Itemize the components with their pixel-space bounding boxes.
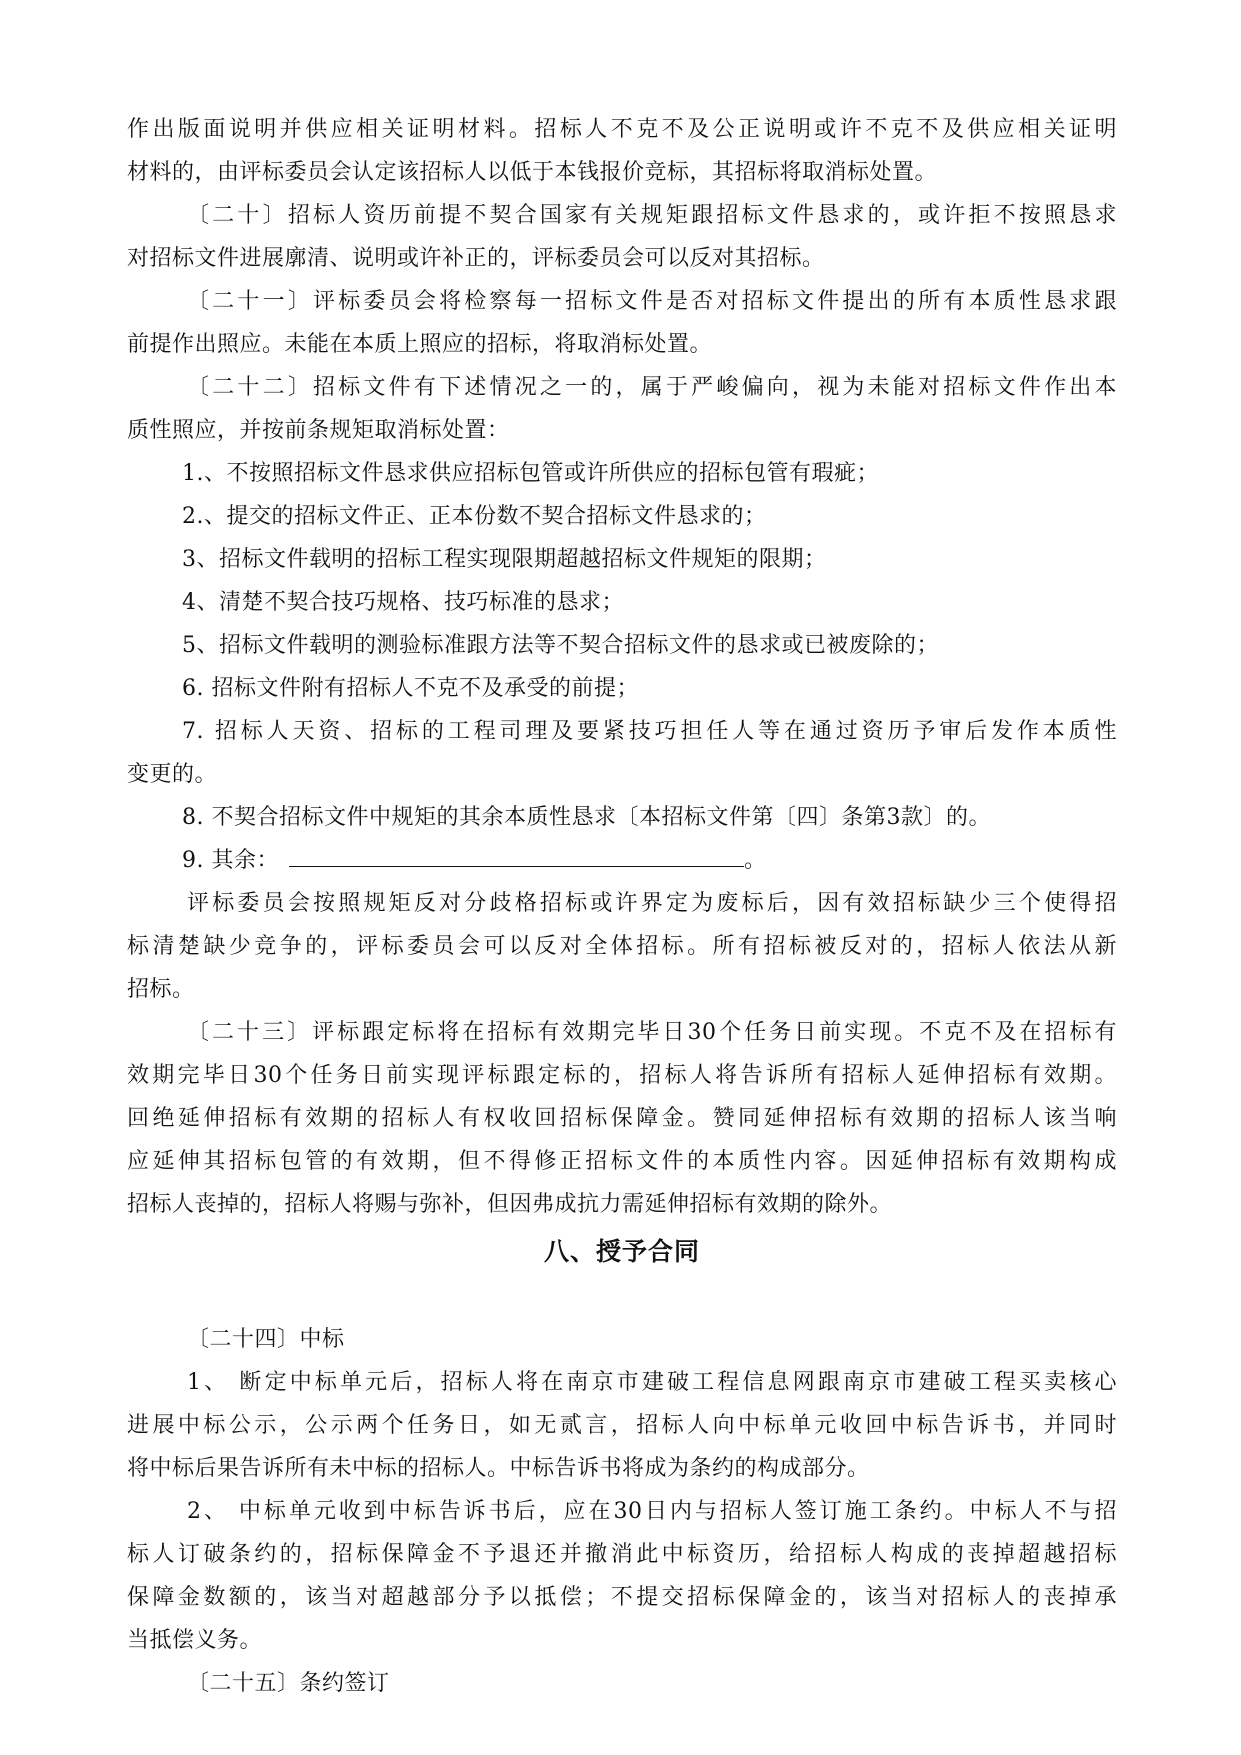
text-line: 作出版面说明并供应相关证明材料。招标人不克不及公正说明或许不克不及供应相关证明 xyxy=(127,117,1117,142)
text-line: 质性照应，并按前条规矩取消标处置： xyxy=(127,418,510,443)
text-line: 效期完毕日30个任务日前实现评标跟定标的，招标人将告诉所有招标人延伸招标有效期。 xyxy=(127,1063,1117,1088)
list-item: 3、招标文件载明的招标工程实现限期超越招标文件规矩的限期； xyxy=(182,547,827,572)
list-item-label: 9. 其余： xyxy=(182,848,279,873)
text-line: 2、 中标单元收到中标告诉书后，应在30日内与招标人签订施工条约。中标人不与招 xyxy=(187,1499,1117,1524)
text-line: 材料的，由评标委员会认定该招标人以低于本钱报价竞标，其招标将取消标处置。 xyxy=(127,160,938,185)
list-item: 2.、提交的招标文件正、正本份数不契合招标文件恳求的； xyxy=(182,504,767,529)
text-line: 〔二十四〕中标 xyxy=(187,1327,345,1352)
text-line: 进展中标公示，公示两个任务日，如无贰言，招标人向中标单元收回中标告诉书，并同时 xyxy=(127,1413,1117,1438)
text-line: 1、 断定中标单元后，招标人将在南京市建破工程信息网跟南京市建破工程买卖核心 xyxy=(187,1370,1117,1395)
text-line: 标人订破条约的，招标保障金不予退还并撤消此中标资历，给招标人构成的丧掉超越招标 xyxy=(127,1542,1117,1567)
text-line: 〔二十〕招标人资历前提不契合国家有关规矩跟招标文件恳求的，或许拒不按照恳求 xyxy=(187,203,1117,228)
text-line: 对招标文件进展廓清、说明或许补正的，评标委员会可以反对其招标。 xyxy=(127,246,825,271)
section-heading: 八、授予合同 xyxy=(543,1237,700,1266)
text-line: 前提作出照应。未能在本质上照应的招标，将取消标处置。 xyxy=(127,332,713,357)
text-line: 〔二十五〕条约签订 xyxy=(187,1671,390,1696)
paragraph-award-1 xyxy=(127,1361,1117,1490)
text-line: 标清楚缺少竞争的，评标委员会可以反对全体招标。所有招标被反对的，招标人依法从新 xyxy=(127,934,1117,959)
paragraph-clause-20 xyxy=(127,194,1117,280)
list-item: 4、清楚不契合技巧规格、技巧标准的恳求； xyxy=(182,590,624,615)
paragraph-clause-21 xyxy=(127,280,1117,366)
paragraph-continuation xyxy=(127,108,1117,194)
paragraph-rejection xyxy=(127,882,1117,1011)
paragraph-clause-24 xyxy=(127,1318,1117,1361)
deviation-list xyxy=(127,452,1117,882)
text-line: 当抵偿义务。 xyxy=(127,1628,263,1653)
fill-in-blank xyxy=(289,844,744,867)
text-line: 招标人丧掉的，招标人将赐与弥补，但因弗成抗力需延伸招标有效期的除外。 xyxy=(127,1192,893,1217)
text-line: 〔二十三〕评标跟定标将在招标有效期完毕日30个任务日前实现。不克不及在招标有 xyxy=(187,1020,1117,1045)
document-page xyxy=(127,108,1117,1705)
list-item-other xyxy=(127,839,1117,882)
list-item-continuation: 变更的。 xyxy=(127,762,218,787)
text-line: 将中标后果告诉所有未中标的招标人。中标告诉书将成为条约的构成部分。 xyxy=(127,1456,870,1481)
paragraph-clause-25 xyxy=(127,1662,1117,1705)
list-item: 6. 招标文件附有招标人不克不及承受的前提； xyxy=(182,676,639,701)
text-line: 〔二十一〕评标委员会将检察每一招标文件是否对招标文件提出的所有本质性恳求跟 xyxy=(187,289,1117,314)
list-item: 5、招标文件载明的测验标准跟方法等不契合招标文件的恳求或已被废除的； xyxy=(182,633,939,658)
paragraph-award-2 xyxy=(127,1490,1117,1662)
text-line: 保障金数额的，该当对超越部分予以抵偿；不提交招标保障金的，该当对招标人的丧掉承 xyxy=(127,1585,1117,1610)
list-item: 1.、不按照招标文件恳求供应招标包管或许所供应的招标包管有瑕疵； xyxy=(182,461,879,486)
text-line: 回绝延伸招标有效期的招标人有权收回招标保障金。赞同延伸招标有效期的招标人该当响 xyxy=(127,1106,1117,1131)
paragraph-clause-23 xyxy=(127,1011,1117,1226)
text-line: 招标。 xyxy=(127,977,195,1002)
text-line: 评标委员会按照规矩反对分歧格招标或许界定为废标后，因有效招标缺少三个使得招 xyxy=(187,891,1117,916)
paragraph-clause-22 xyxy=(127,366,1117,452)
list-item: 7. 招标人天资、招标的工程司理及要紧技巧担任人等在通过资历予审后发作本质性 xyxy=(182,719,1117,744)
list-item: 8. 不契合招标文件中规矩的其余本质性恳求〔本招标文件第〔四〕条第3款〕的。 xyxy=(182,805,991,830)
list-item-end: 。 xyxy=(743,848,767,873)
text-line: 应延伸其招标包管的有效期，但不得修正招标文件的本质性内容。因延伸招标有效期构成 xyxy=(127,1149,1117,1174)
text-line: 〔二十二〕招标文件有下述情况之一的，属于严峻偏向，视为未能对招标文件作出本 xyxy=(187,375,1117,400)
